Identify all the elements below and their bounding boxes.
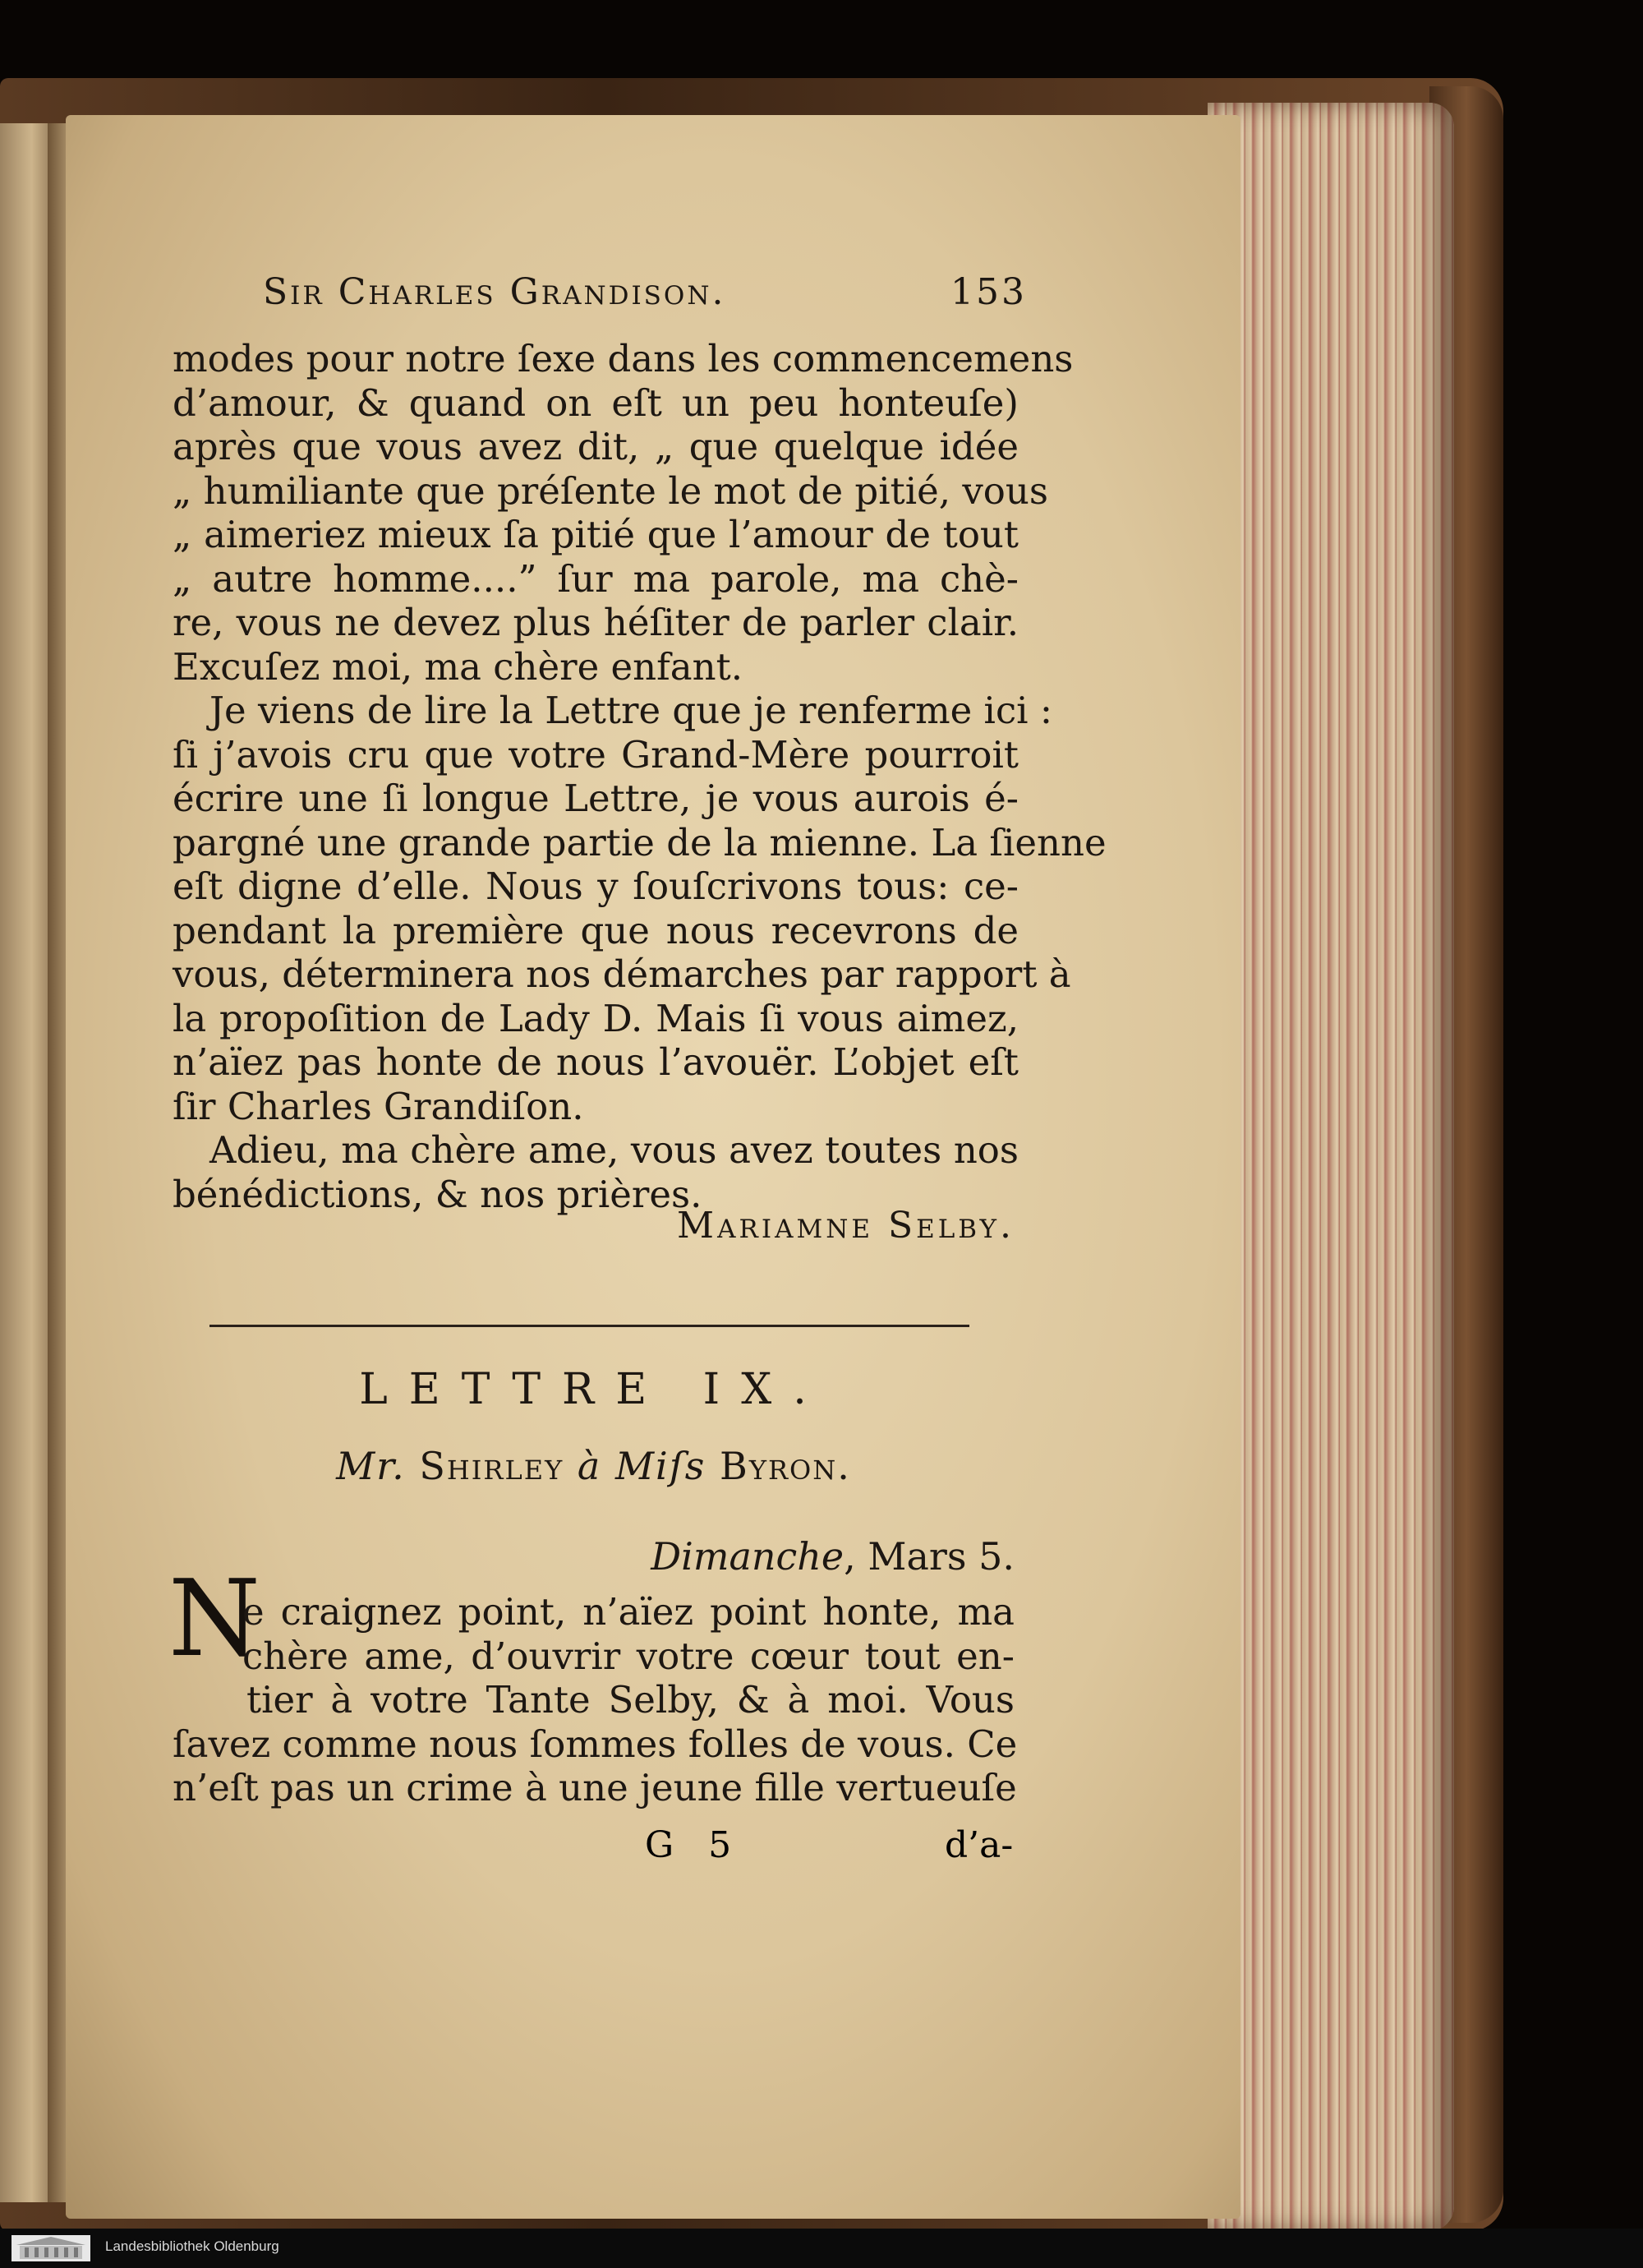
subtitle-preposition: à [577, 1444, 602, 1488]
text-line: „ aimeriez mieux ſa pitié que l’amour de tout [173, 513, 1019, 556]
dateline-date: , Mars 5. [844, 1534, 1015, 1579]
text-line: ſi j’avois cru que votre Grand-Mère pourroit [173, 732, 1019, 777]
text-line: d’amour, & quand on eſt un peu honteuſe) [173, 380, 1019, 425]
text-line: pendant la première que nous recevrons de [173, 908, 1019, 952]
dateline-day: Dimanche [651, 1534, 845, 1579]
subtitle-title: Mr. [336, 1444, 406, 1488]
subtitle-recipient: Byron. [720, 1444, 851, 1488]
text-line: n’aïez pas honte de nous l’avouër. L’objet eſt [173, 1040, 1019, 1084]
text-body-top [173, 337, 1107, 1216]
section-rule [209, 1325, 969, 1327]
text-line: n’eſt pas un crime à une jeune fille vertueuſe [173, 1766, 1017, 1809]
running-title: Sir Charles Grandison. [263, 271, 726, 313]
text-line: ſavez comme nous ſommes folles de vous. Ce [173, 1722, 1018, 1766]
subtitle-sender: Shirley [419, 1444, 564, 1488]
text-line: après que vous avez dit, „ que quelque idée [173, 425, 1019, 468]
page-edges [1208, 103, 1454, 2231]
text-line: pargné une grande partie de la mienne. La ſienne [173, 820, 1107, 864]
text-line: „ humiliante que préſente le mot de pitié, vous [173, 468, 1048, 513]
text-line: re, vous ne devez plus héſiter de parler clair. [173, 601, 1019, 644]
text-line: eſt digne d’elle. Nous y ſouſcrivons tous: ce- [173, 864, 1019, 908]
paragraph-3 [173, 1128, 1019, 1216]
subtitle-title-2: Miſs [614, 1444, 706, 1488]
printer-signature-mark: G 5 [645, 1824, 743, 1866]
text-line: „ autre homme....” ſur ma parole, ma chè- [173, 556, 1019, 601]
library-name: Landesbibliothek Oldenburg [105, 2238, 279, 2254]
catchword: d’a- [945, 1824, 1014, 1866]
page-number: 153 [950, 271, 1027, 313]
text-line: écrire une ſi longue Lettre, je vous aurois é- [173, 777, 1019, 820]
text-line: Excuſez moi, ma chère enfant. [173, 644, 743, 689]
text-line: ſir Charles Grandiſon. [173, 1084, 584, 1128]
drop-cap: N [168, 1558, 260, 1680]
paragraph-2 [173, 689, 1107, 1128]
text-line: Adieu, ma chère ame, vous avez toutes nos [209, 1128, 1019, 1172]
letter-signature: Mariamne Selby. [677, 1205, 1015, 1247]
text-line: la propoſition de Lady D. Mais ſi vous aimez, [173, 996, 1019, 1040]
running-head [263, 271, 1027, 320]
text-line: bénédictions, & nos prières. [173, 1172, 702, 1216]
letter-heading: LETTRE IX. [359, 1365, 828, 1414]
text-line: vous, déterminera nos démarches par rapport à [173, 952, 1071, 996]
text-line: tier à votre Tante Selby, & à moi. Vous [246, 1678, 1015, 1722]
text-line: modes pour notre ſexe dans les commencemens [173, 337, 1074, 380]
text-line: e craignez point, n’aïez point honte, ma [242, 1590, 1015, 1634]
text-line: chère ame, d’ouvrir votre cœur tout en- [242, 1634, 1015, 1678]
library-logo [10, 2233, 92, 2263]
letter-dateline [173, 1535, 1015, 1579]
text-line: Je viens de lire la Lettre que je renferme ici : [209, 689, 1053, 732]
footer-bar [0, 2229, 1643, 2268]
letter-subtitle [173, 1445, 1015, 1489]
paragraph-4 [173, 1590, 1018, 1810]
paragraph-1 [173, 337, 1074, 689]
